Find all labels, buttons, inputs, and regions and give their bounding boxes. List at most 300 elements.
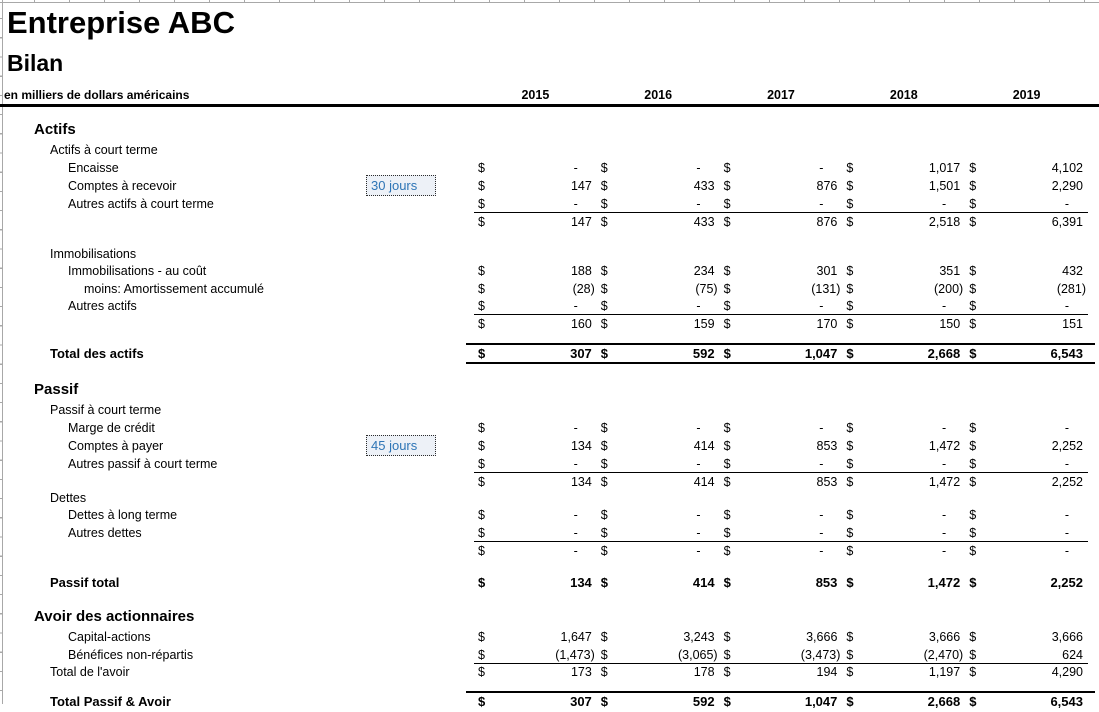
table-row: [0, 437, 1099, 455]
currency-symbol: $: [478, 475, 485, 489]
amount-cell: [965, 213, 1088, 231]
row-values: [474, 297, 1088, 315]
amount-value: (75): [695, 282, 718, 296]
amount-value: -: [819, 421, 824, 435]
amount-cell: [842, 213, 965, 231]
amount-cell: [842, 195, 965, 212]
amount-value: -: [942, 298, 947, 313]
amount-cell: [474, 297, 597, 314]
table-row: [0, 608, 1099, 626]
currency-symbol: $: [846, 647, 854, 662]
total-row: [0, 691, 1099, 712]
amount-value: 853: [816, 475, 838, 489]
table-row: [0, 489, 1099, 507]
currency-symbol: $: [969, 161, 977, 175]
amount-value: 134: [570, 475, 592, 489]
amount-cell: [965, 524, 1088, 541]
amount-value: 1,047: [804, 346, 838, 361]
currency-symbol: $: [846, 439, 854, 453]
amount-value: -: [696, 298, 701, 313]
amount-cell: [720, 506, 843, 524]
amount-cell: [474, 628, 597, 646]
amount-value: 1,472: [928, 439, 961, 453]
currency-symbol: $: [723, 161, 731, 175]
currency-symbol: $: [478, 161, 485, 175]
amount-cell: [474, 280, 597, 298]
total-rule-bottom: [466, 362, 1095, 364]
currency-symbol: $: [478, 665, 485, 679]
amount-value: -: [696, 525, 701, 540]
amount-value: 3,666: [1051, 630, 1083, 644]
year-column-header: 2018: [889, 88, 918, 102]
amount-value: -: [819, 508, 824, 522]
currency-symbol: $: [600, 346, 609, 361]
amount-cell: [597, 315, 720, 333]
table-row: [0, 663, 1099, 681]
row-label: Passif: [34, 381, 79, 398]
row-label: Bénéfices non-répartis: [68, 648, 194, 662]
amount-value: 414: [692, 575, 715, 590]
amount-cell: [965, 315, 1088, 333]
amount-value: 307: [570, 694, 592, 709]
table-row: [0, 121, 1099, 139]
currency-symbol: $: [600, 575, 609, 590]
amount-value: 876: [816, 179, 838, 193]
currency-symbol: $: [846, 694, 854, 709]
currency-symbol: $: [478, 630, 485, 644]
amount-cell: [597, 646, 720, 663]
amount-cell: [474, 159, 597, 177]
amount-value: -: [696, 196, 701, 211]
amount-value: 1,017: [928, 161, 961, 175]
amount-value: 2,668: [927, 694, 961, 709]
currency-symbol: $: [969, 317, 977, 331]
row-label: Immobilisations: [50, 247, 137, 261]
amount-cell: [474, 691, 597, 712]
amount-value: -: [942, 196, 947, 211]
currency-symbol: $: [969, 439, 977, 453]
table-row: [0, 524, 1099, 542]
amount-value: 147: [570, 179, 592, 193]
currency-symbol: $: [723, 346, 731, 361]
currency-symbol: $: [600, 282, 608, 296]
amount-value: -: [942, 525, 947, 540]
amount-cell: [965, 506, 1088, 524]
amount-value: 2,252: [1051, 475, 1083, 489]
amount-value: 433: [693, 179, 715, 193]
table-row: [0, 159, 1099, 177]
header-rule: [0, 104, 1099, 107]
amount-cell: [965, 297, 1088, 314]
amount-cell: [965, 280, 1088, 298]
row-values: [474, 506, 1088, 524]
table-row: [0, 419, 1099, 437]
amount-value: -: [942, 544, 947, 558]
top-gridline: [0, 2, 1099, 3]
amount-cell: [597, 280, 720, 298]
amount-value: 301: [816, 264, 838, 278]
currency-symbol: $: [600, 179, 608, 193]
row-label: Total Passif & Avoir: [50, 694, 171, 709]
amount-cell: [965, 343, 1088, 364]
amount-cell: [965, 437, 1088, 455]
amount-value: 432: [1062, 264, 1083, 278]
currency-symbol: $: [600, 694, 609, 709]
amount-cell: [842, 177, 965, 195]
subtotal-row: [0, 213, 1099, 231]
currency-symbol: $: [723, 630, 731, 644]
amount-value: -: [573, 456, 578, 471]
amount-value: 3,666: [806, 630, 838, 644]
row-label: Comptes à payer: [68, 439, 164, 453]
amount-value: 624: [1062, 647, 1083, 662]
row-label: Autres dettes: [68, 526, 142, 540]
currency-symbol: $: [969, 456, 977, 471]
amount-cell: [965, 262, 1088, 280]
amount-cell: [842, 159, 965, 177]
amount-value: -: [696, 544, 701, 558]
table-row: [0, 297, 1099, 315]
amount-cell: [474, 213, 597, 231]
amount-cell: [597, 437, 720, 455]
table-row: [0, 381, 1099, 399]
currency-symbol: $: [600, 630, 608, 644]
year-column-header: 2017: [767, 88, 795, 102]
amount-cell: [965, 646, 1088, 663]
table-row: [0, 628, 1099, 646]
row-label: Dettes: [50, 491, 87, 505]
amount-cell: [474, 572, 597, 593]
amount-value: 188: [570, 264, 592, 278]
amount-value: 876: [816, 215, 838, 229]
amount-cell: [842, 572, 965, 593]
currency-symbol: $: [723, 544, 731, 558]
currency-symbol: $: [723, 575, 731, 590]
amount-cell: [474, 195, 597, 212]
currency-symbol: $: [723, 317, 731, 331]
amount-cell: [842, 297, 965, 314]
total-row: [0, 572, 1099, 593]
amount-cell: [720, 315, 843, 333]
amount-cell: [474, 343, 597, 364]
amount-cell: [597, 419, 720, 437]
currency-symbol: $: [969, 508, 977, 522]
amount-value: 134: [570, 575, 592, 590]
duration-note[interactable]: 30 jours: [366, 175, 436, 196]
amount-cell: [597, 213, 720, 231]
amount-value: 1,047: [804, 694, 838, 709]
amount-cell: [474, 542, 597, 560]
currency-symbol: $: [846, 179, 854, 193]
amount-value: 160: [570, 317, 592, 331]
currency-symbol: $: [600, 508, 608, 522]
currency-symbol: $: [969, 475, 977, 489]
currency-symbol: $: [478, 508, 485, 522]
amount-value: 414: [693, 475, 715, 489]
amount-cell: [965, 663, 1088, 681]
amount-value: -: [696, 456, 701, 471]
currency-symbol: $: [723, 456, 731, 471]
amount-value: (200): [934, 282, 964, 296]
amount-cell: [597, 455, 720, 472]
currency-symbol: $: [478, 575, 486, 590]
amount-cell: [720, 628, 843, 646]
amount-value: -: [1064, 421, 1069, 435]
row-values: [474, 315, 1088, 333]
row-values: [474, 646, 1088, 664]
amount-value: -: [942, 508, 947, 522]
currency-symbol: $: [846, 282, 854, 296]
currency-symbol: $: [846, 630, 854, 644]
amount-cell: [720, 437, 843, 455]
amount-value: 178: [693, 665, 715, 679]
table-row: [0, 455, 1099, 473]
table-row: [0, 245, 1099, 263]
amount-cell: [597, 343, 720, 364]
amount-value: 4,290: [1051, 665, 1083, 679]
amount-cell: [474, 177, 597, 195]
row-label: Passif total: [50, 575, 120, 590]
amount-value: 3,243: [683, 630, 715, 644]
currency-symbol: $: [723, 298, 731, 313]
amount-cell: [965, 628, 1088, 646]
currency-symbol: $: [600, 456, 608, 471]
amount-value: (3,065): [677, 647, 718, 662]
amount-cell: [720, 419, 843, 437]
row-values: [474, 455, 1088, 473]
amount-cell: [474, 437, 597, 455]
amount-cell: [842, 437, 965, 455]
amount-cell: [965, 691, 1088, 712]
year-column-header: 2015: [521, 88, 550, 102]
total-rule-top: [466, 343, 1095, 345]
row-values: [474, 280, 1088, 298]
amount-value: -: [573, 525, 578, 540]
table-row: [0, 141, 1099, 159]
currency-symbol: $: [478, 196, 485, 211]
row-label: Passif à court terme: [50, 403, 162, 417]
amount-value: 307: [570, 346, 592, 361]
amount-value: 2,252: [1051, 439, 1083, 453]
amount-cell: [597, 572, 720, 593]
total-rule-top: [466, 691, 1095, 693]
amount-cell: [720, 177, 843, 195]
amount-cell: [842, 646, 965, 663]
amount-value: -: [1064, 196, 1069, 211]
amount-value: 4,102: [1051, 161, 1083, 175]
amount-cell: [474, 419, 597, 437]
amount-value: 194: [816, 665, 838, 679]
currency-symbol: $: [600, 196, 608, 211]
row-values: [474, 572, 1088, 593]
amount-cell: [842, 419, 965, 437]
amount-value: (131): [811, 282, 841, 296]
row-label: Autres actifs à court terme: [68, 197, 214, 211]
amount-value: (1,473): [555, 647, 595, 662]
currency-symbol: $: [846, 544, 854, 558]
currency-symbol: $: [478, 694, 486, 709]
amount-cell: [965, 542, 1088, 560]
amount-cell: [720, 280, 843, 298]
currency-symbol: $: [600, 665, 608, 679]
amount-value: -: [573, 421, 578, 435]
currency-symbol: $: [478, 544, 485, 558]
currency-symbol: $: [846, 421, 854, 435]
currency-symbol: $: [723, 694, 731, 709]
amount-cell: [842, 343, 965, 364]
row-values: [474, 542, 1088, 560]
currency-symbol: $: [478, 282, 485, 296]
row-values: [474, 195, 1088, 213]
currency-symbol: $: [600, 421, 608, 435]
currency-symbol: $: [723, 525, 731, 540]
amount-value: -: [819, 456, 824, 471]
report-title: Bilan: [7, 50, 64, 76]
currency-symbol: $: [846, 575, 854, 590]
currency-symbol: $: [600, 525, 608, 540]
row-label: Marge de crédit: [68, 421, 155, 435]
amount-cell: [597, 297, 720, 314]
amount-cell: [597, 262, 720, 280]
amount-cell: [720, 572, 843, 593]
currency-symbol: $: [478, 346, 486, 361]
amount-value: -: [573, 196, 578, 211]
currency-symbol: $: [969, 694, 977, 709]
currency-symbol: $: [478, 525, 485, 540]
amount-cell: [842, 280, 965, 298]
currency-symbol: $: [969, 179, 977, 193]
currency-symbol: $: [723, 508, 731, 522]
row-values: [474, 691, 1088, 712]
currency-symbol: $: [600, 264, 608, 278]
amount-cell: [842, 691, 965, 712]
subtotal-row: [0, 315, 1099, 333]
amount-value: 1,472: [927, 575, 961, 590]
row-label: Actifs: [34, 121, 76, 138]
currency-symbol: $: [723, 647, 731, 662]
amount-value: 414: [693, 439, 715, 453]
amount-cell: [474, 455, 597, 472]
amount-cell: [474, 646, 597, 663]
amount-cell: [474, 663, 597, 681]
amount-value: 2,252: [1050, 575, 1083, 590]
amount-cell: [720, 691, 843, 712]
amount-value: -: [573, 544, 578, 558]
year-column-header: 2016: [644, 88, 673, 102]
amount-cell: [474, 315, 597, 333]
currency-symbol: $: [600, 317, 608, 331]
currency-symbol: $: [969, 421, 977, 435]
amount-value: -: [1064, 456, 1069, 471]
amount-value: 592: [692, 346, 715, 361]
amount-value: -: [1064, 508, 1069, 522]
amount-value: -: [819, 196, 824, 211]
amount-value: -: [942, 421, 947, 435]
amount-cell: [965, 177, 1088, 195]
row-values: [474, 524, 1088, 542]
amount-cell: [842, 315, 965, 333]
row-label: Autres actifs: [68, 299, 137, 313]
amount-value: 1,197: [928, 665, 961, 679]
row-label: Total des actifs: [50, 346, 144, 361]
duration-note[interactable]: 45 jours: [366, 435, 436, 456]
amount-value: 151: [1062, 317, 1083, 331]
amount-value: (2,470): [923, 647, 964, 662]
currency-symbol: $: [600, 298, 608, 313]
currency-symbol: $: [600, 439, 608, 453]
amount-value: 2,290: [1051, 179, 1083, 193]
amount-value: 433: [693, 215, 715, 229]
amount-value: 150: [939, 317, 961, 331]
amount-value: 6,391: [1051, 215, 1083, 229]
currency-symbol: $: [723, 421, 731, 435]
row-values: [474, 159, 1088, 177]
currency-symbol: $: [846, 508, 854, 522]
row-label: Dettes à long terme: [68, 508, 178, 522]
amount-value: 134: [570, 439, 592, 453]
amount-cell: [597, 195, 720, 212]
amount-value: 2,518: [928, 215, 961, 229]
currency-symbol: $: [478, 179, 485, 193]
row-label: Avoir des actionnaires: [34, 608, 195, 625]
currency-symbol: $: [478, 439, 485, 453]
company-title: Entreprise ABC: [7, 5, 235, 40]
currency-symbol: $: [723, 282, 731, 296]
amount-cell: [474, 506, 597, 524]
currency-symbol: $: [969, 196, 977, 211]
currency-symbol: $: [723, 215, 731, 229]
amount-value: -: [696, 421, 701, 435]
amount-value: -: [573, 508, 578, 522]
currency-symbol: $: [600, 544, 608, 558]
amount-value: 147: [570, 215, 592, 229]
currency-symbol: $: [969, 647, 977, 662]
amount-cell: [965, 159, 1088, 177]
amount-value: -: [819, 525, 824, 540]
amount-cell: [720, 195, 843, 212]
amount-value: 2,668: [927, 346, 961, 361]
row-values: [474, 213, 1088, 231]
currency-symbol: $: [478, 647, 485, 662]
amount-value: 351: [939, 264, 961, 278]
amount-value: 159: [693, 317, 715, 331]
amount-cell: [842, 524, 965, 541]
subtotal-row: [0, 542, 1099, 560]
amount-cell: [597, 159, 720, 177]
unit-note: en milliers de dollars américains: [4, 88, 190, 102]
currency-symbol: $: [723, 196, 731, 211]
amount-cell: [597, 628, 720, 646]
amount-value: (281): [1056, 282, 1086, 296]
currency-symbol: $: [846, 196, 854, 211]
amount-cell: [474, 262, 597, 280]
row-values: [474, 343, 1088, 364]
amount-cell: [965, 419, 1088, 437]
top-gridline-ticks: [0, 0, 1099, 2]
row-label: Comptes à recevoir: [68, 179, 177, 193]
amount-value: (3,473): [800, 647, 841, 662]
amount-cell: [720, 159, 843, 177]
currency-symbol: $: [846, 525, 854, 540]
amount-cell: [597, 663, 720, 681]
amount-cell: [720, 213, 843, 231]
amount-value: -: [696, 161, 701, 175]
currency-symbol: $: [723, 264, 731, 278]
amount-value: -: [819, 298, 824, 313]
amount-cell: [597, 524, 720, 541]
currency-symbol: $: [969, 346, 977, 361]
total-row: [0, 343, 1099, 364]
